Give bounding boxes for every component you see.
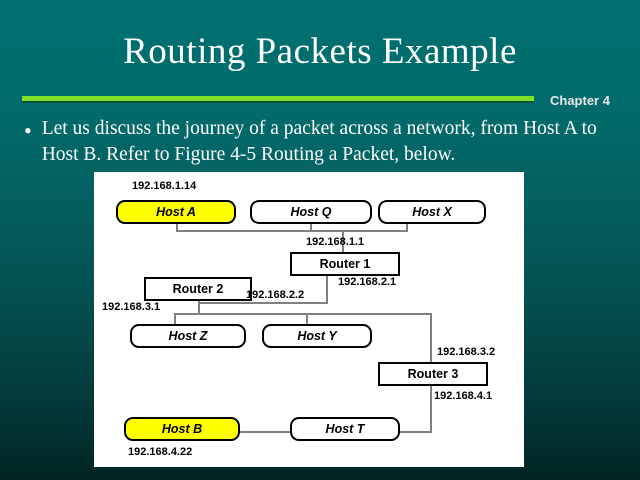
ip-label-router-3-lan3: 192.168.3.2 xyxy=(437,346,496,358)
node-host-x[interactable]: Host X xyxy=(378,200,486,224)
bullet-marker: • xyxy=(24,118,32,143)
link-lan3-bus xyxy=(174,313,430,315)
ip-label-host-b: 192.168.4.22 xyxy=(128,446,193,458)
ip-label-router-1: 192.168.1.1 xyxy=(306,236,365,248)
node-host-y[interactable]: Host Y xyxy=(262,324,372,348)
node-host-z[interactable]: Host Z xyxy=(130,324,246,348)
link-hosty-up xyxy=(306,313,308,324)
page-title: Routing Packets Example xyxy=(123,31,517,72)
ip-label-router-1-lan2: 192.168.2.1 xyxy=(338,276,397,288)
chapter-label: Chapter 4 xyxy=(550,93,610,108)
link-hostz-up xyxy=(174,313,176,324)
node-host-b[interactable]: Host B xyxy=(124,417,240,441)
bullet-text: Let us discuss the journey of a packet across a network, from Host A to Host B. Refer to Figure 4-5 Routing a Packet, below. xyxy=(41,118,597,166)
node-router-1[interactable]: Router 1 xyxy=(290,252,400,276)
link-router2-down xyxy=(198,301,200,313)
ip-label-host-a: 192.168.1.14 xyxy=(132,180,197,192)
ip-label-router-3-lan4: 192.168.4.1 xyxy=(434,390,493,402)
node-router-2[interactable]: Router 2 xyxy=(144,277,252,301)
network-diagram xyxy=(94,172,524,467)
ip-label-router-2-lan3: 192.168.3.1 xyxy=(102,301,161,313)
link-hosta-bus xyxy=(176,230,408,232)
node-host-q[interactable]: Host Q xyxy=(250,200,372,224)
link-hostx-down xyxy=(406,224,408,232)
bullet-item xyxy=(18,116,628,169)
ip-label-router-2-lan2: 192.168.2.2 xyxy=(246,289,305,301)
link-bus-router3 xyxy=(430,313,432,362)
link-hostq-down xyxy=(310,224,312,232)
title-divider xyxy=(22,96,534,103)
link-router1-router2 xyxy=(198,302,328,304)
link-router1-down xyxy=(326,276,328,304)
node-host-t[interactable]: Host T xyxy=(290,417,400,441)
link-hosta-down xyxy=(176,224,178,232)
node-host-a[interactable]: Host A xyxy=(116,200,236,224)
link-router3-down xyxy=(430,386,432,432)
node-router-3[interactable]: Router 3 xyxy=(378,362,488,386)
